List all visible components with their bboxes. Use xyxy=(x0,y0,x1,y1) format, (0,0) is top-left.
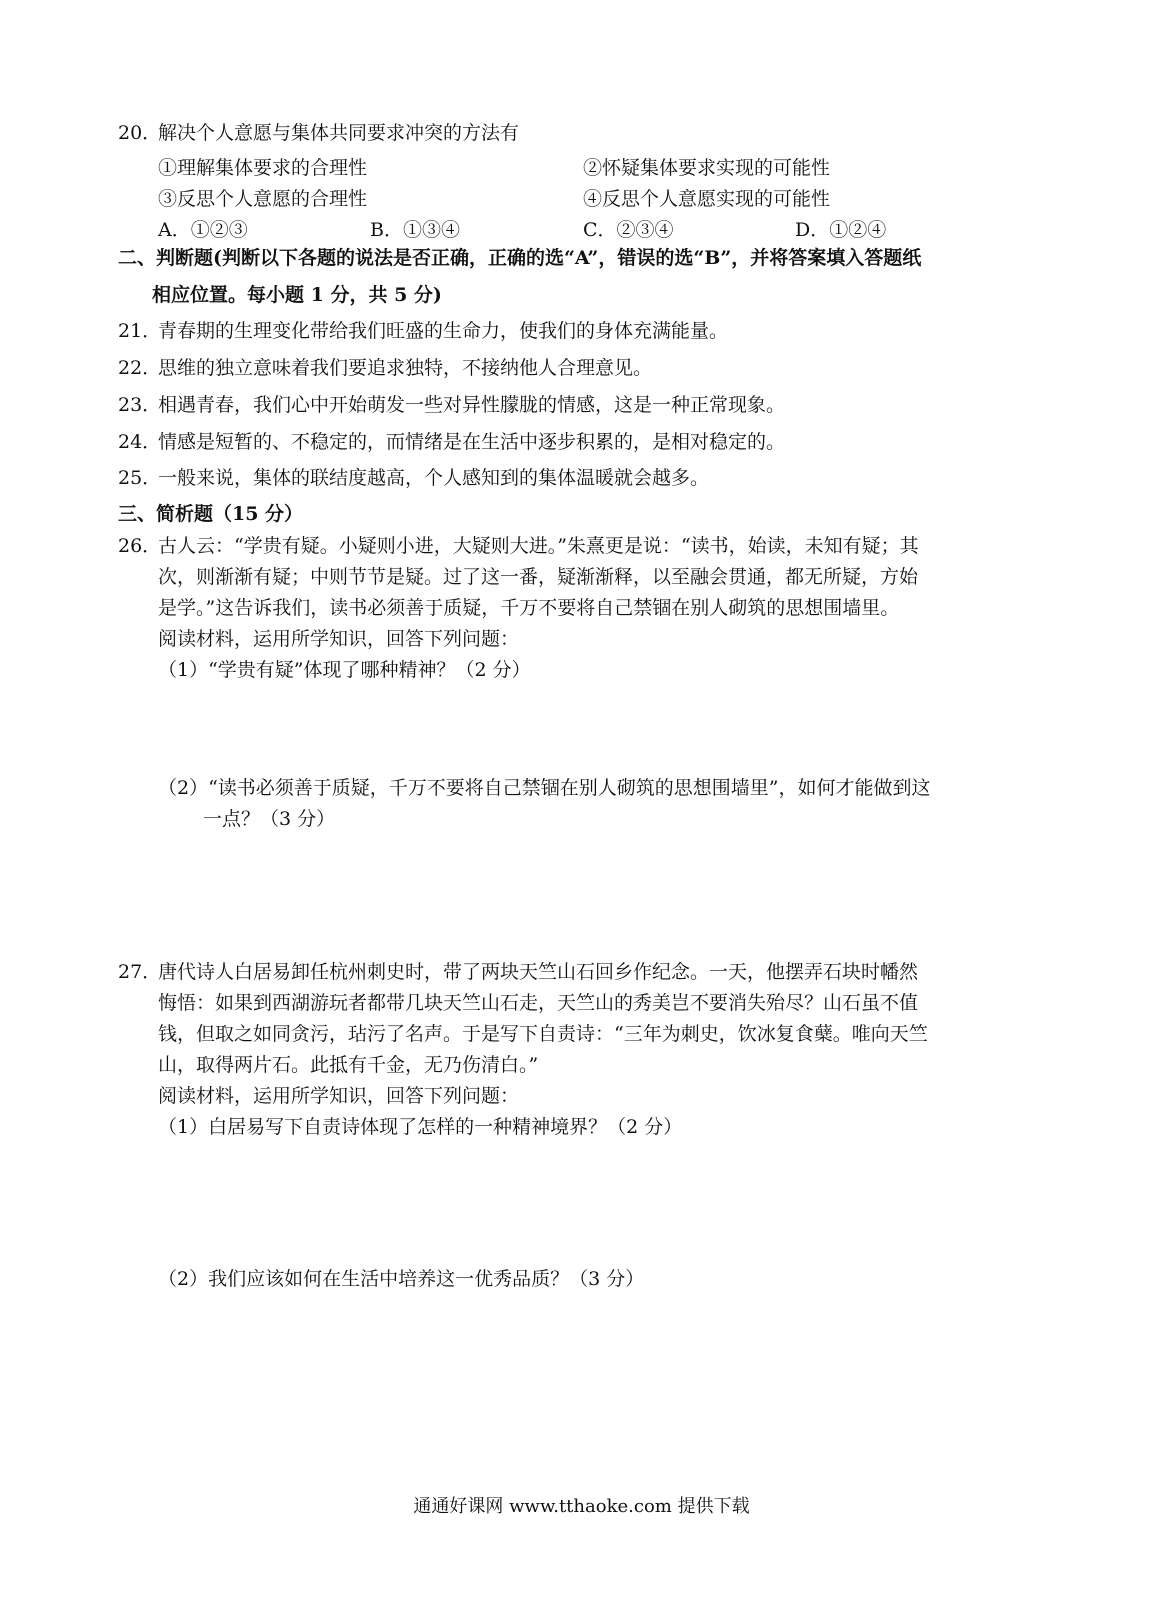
q20-item-2: ②怀疑集体要求实现的可能性 xyxy=(583,157,831,179)
question-number: 20． xyxy=(118,122,162,144)
question-27-sub-2: （2）我们应该如何在生活中培养这一优秀品质？（3 分） xyxy=(158,1268,645,1290)
q20-item-4: ④反思个人意愿实现的可能性 xyxy=(583,188,831,210)
question-22: 22．思维的独立意味着我们要追求独特，不接纳他人合理意见。 xyxy=(118,357,653,379)
question-number: 27． xyxy=(118,961,162,983)
page-footer: 通通好课网 www.tthaoke.com 提供下载 xyxy=(413,1496,750,1517)
question-27-sub-1: （1）白居易写下自责诗体现了怎样的一种精神境界？（2 分） xyxy=(158,1116,683,1138)
q20-choice-d: D．①②④ xyxy=(795,219,887,241)
question-27-line-3: 钱，但取之如同贪污，玷污了名声。于是写下自责诗：“三年为刺史，饮冰复食蘖。唯向天竺 xyxy=(158,1023,928,1045)
question-25: 25．一般来说，集体的联结度越高，个人感知到的集体温暖就会越多。 xyxy=(118,467,710,489)
question-20-stem: 20．解决个人意愿与集体共同要求冲突的方法有 xyxy=(118,122,520,144)
question-27-line-5: 阅读材料，运用所学知识，回答下列问题： xyxy=(158,1085,520,1107)
q20-choice-c: C．②③④ xyxy=(583,219,674,241)
section-3-heading: 三、简析题（15 分） xyxy=(118,503,304,525)
question-26-sub-1: （1）“学贵有疑”体现了哪种精神？（2 分） xyxy=(158,659,531,681)
question-21: 21．青春期的生理变化带给我们旺盛的生命力，使我们的身体充满能量。 xyxy=(118,320,729,342)
question-27-line-4: 山，取得两片石。此抵有千金，无乃伤清白。” xyxy=(158,1054,539,1076)
question-27-line-1: 27．唐代诗人白居易卸任杭州刺史时，带了两块天竺山石回乡作纪念。一天，他摆弄石块时幡然 xyxy=(118,961,919,983)
question-26-line-2: 次，则渐渐有疑；中则节节是疑。过了这一番，疑渐渐释，以至融会贯通，都无所疑，方始 xyxy=(158,566,919,588)
question-26-sub-2: （2）“读书必须善于质疑，千万不要将自己禁锢在别人砌筑的思想围墙里”，如何才能做到这 xyxy=(158,777,931,799)
question-24: 24．情感是短暂的、不稳定的，而情绪是在生活中逐步积累的，是相对稳定的。 xyxy=(118,431,786,453)
question-number: 26． xyxy=(118,535,162,557)
q20-item-1: ①理解集体要求的合理性 xyxy=(158,157,368,179)
question-26-sub-2-cont: 一点？（3 分） xyxy=(203,808,336,830)
question-26-line-4: 阅读材料，运用所学知识，回答下列问题： xyxy=(158,628,520,650)
section-2-heading-cont: 相应位置。每小题 1 分，共 5 分) xyxy=(152,284,442,306)
question-26-line-1: 26．古人云：“学贵有疑。小疑则小进，大疑则大进。”朱熹更是说：“读书，始读，未知有疑；其 xyxy=(118,535,919,557)
section-2-heading: 二、判断题(判断以下各题的说法是否正确，正确的选“A”，错误的选“B”，并将答案填入答题纸 xyxy=(118,247,922,269)
q20-choice-a: A．①②③ xyxy=(158,219,248,241)
q20-choice-b: B．①③④ xyxy=(370,219,460,241)
question-26-line-3: 是学。”这告诉我们，读书必须善于质疑，千万不要将自己禁锢在别人砌筑的思想围墙里。 xyxy=(158,597,900,619)
question-23: 23．相遇青春，我们心中开始萌发一些对异性朦胧的情感，这是一种正常现象。 xyxy=(118,394,786,416)
q20-item-3: ③反思个人意愿的合理性 xyxy=(158,188,368,210)
question-27-line-2: 悔悟：如果到西湖游玩者都带几块天竺山石走，天竺山的秀美岂不要消失殆尽？山石虽不值 xyxy=(158,992,919,1014)
